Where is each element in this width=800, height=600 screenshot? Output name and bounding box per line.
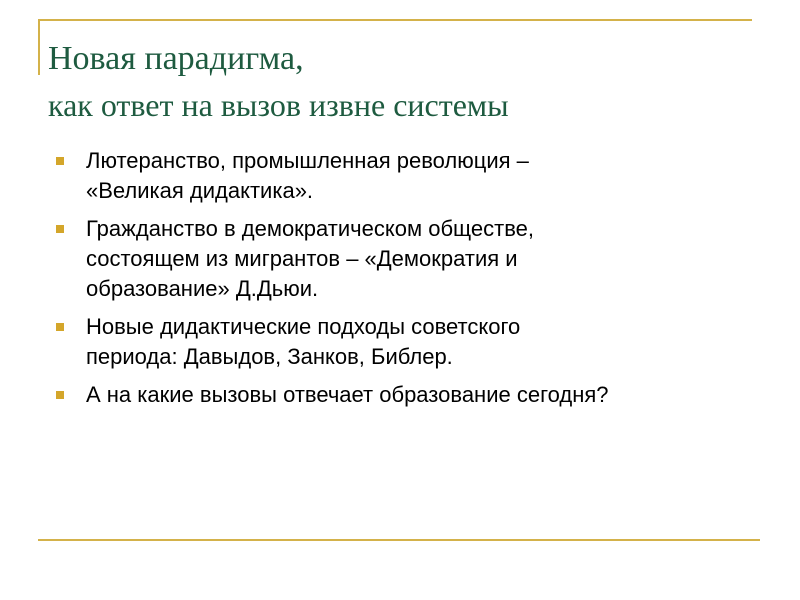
slide-title [48, 36, 509, 128]
slide-title-line-2: как ответ на вызов извне системы [48, 87, 509, 123]
square-bullet-icon [56, 391, 64, 399]
bottom-decorative-rule [38, 539, 760, 541]
bullet-item-3 [52, 312, 782, 372]
bullet-item-1 [52, 146, 782, 206]
bullet-1-line-1: Лютеранство, промышленная революция – [86, 148, 529, 173]
bullet-2-line-2: состоящем из мигрантов – «Демократия и [86, 246, 518, 271]
bullet-item-4 [52, 380, 782, 410]
bullet-list [52, 146, 782, 418]
square-bullet-icon [56, 157, 64, 165]
left-decorative-rule [38, 19, 40, 75]
bullet-2-line-1: Гражданство в демократическом обществе, [86, 216, 534, 241]
bullet-3-line-2: периода: Давыдов, Занков, Библер. [86, 344, 453, 369]
bullet-1-line-2: «Великая дидактика». [86, 178, 314, 203]
top-decorative-rule [38, 19, 752, 21]
bullet-3-line-1: Новые дидактические подходы советского [86, 314, 521, 339]
bullet-4-line-1: А на какие вызовы отвечает образование сегодня? [86, 382, 609, 407]
square-bullet-icon [56, 225, 64, 233]
slide-title-line-1: Новая парадигма, [48, 40, 304, 77]
bullet-item-2 [52, 214, 782, 304]
bullet-2-line-3: образование» Д.Дьюи. [86, 276, 319, 301]
square-bullet-icon [56, 323, 64, 331]
